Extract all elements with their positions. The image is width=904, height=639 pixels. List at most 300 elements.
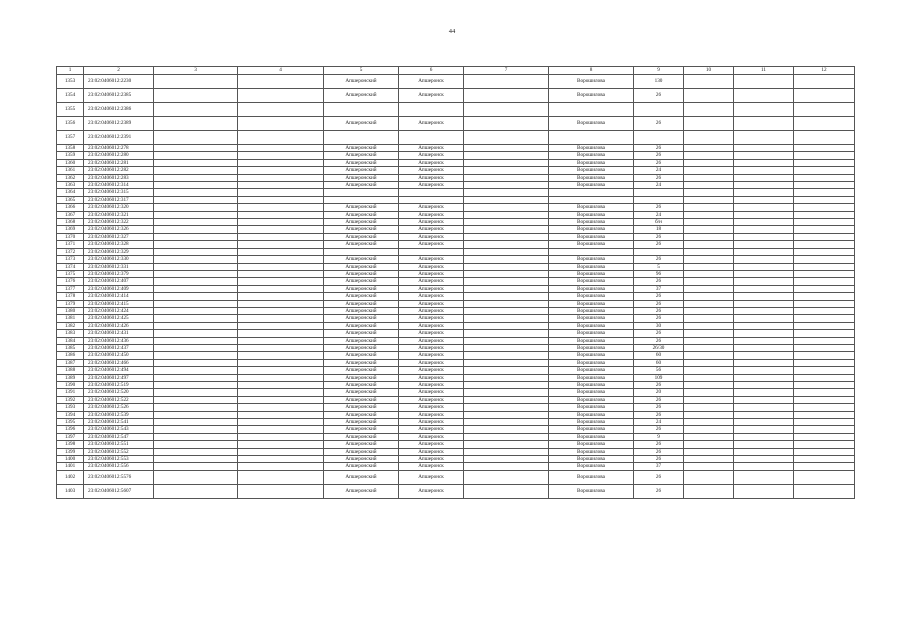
empty-cell: [464, 322, 549, 329]
table-row: [57, 233, 855, 240]
empty-cell: [684, 300, 734, 307]
table-row: [57, 382, 855, 389]
empty-cell: [154, 456, 238, 463]
empty-cell: [684, 278, 734, 285]
street-cell: Ворошилова: [549, 337, 634, 344]
empty-cell: [684, 484, 734, 498]
empty-cell: [154, 167, 238, 174]
empty-cell: [794, 204, 855, 211]
empty-cell: [794, 211, 855, 218]
empty-cell: [238, 344, 324, 351]
empty-cell: [238, 117, 324, 131]
cadastral-number-cell: 23:02:0406012:466: [84, 359, 154, 366]
empty-cell: [684, 263, 734, 270]
column-header: 1: [57, 67, 84, 75]
cadastral-number-cell: 23:02:0406012:321: [84, 211, 154, 218]
street-cell: Ворошилова: [549, 219, 634, 226]
table-row: [57, 159, 855, 166]
city-cell: [399, 131, 464, 145]
street-cell: Ворошилова: [549, 470, 634, 484]
empty-cell: [794, 359, 855, 366]
empty-cell: [154, 404, 238, 411]
empty-cell: [734, 382, 794, 389]
column-header: 10: [684, 67, 734, 75]
empty-cell: [464, 441, 549, 448]
empty-cell: [794, 389, 855, 396]
empty-cell: [464, 285, 549, 292]
empty-cell: [734, 278, 794, 285]
empty-cell: [238, 241, 324, 248]
empty-cell: [464, 367, 549, 374]
empty-cell: [794, 419, 855, 426]
empty-cell: [464, 189, 549, 196]
row-number-cell: 1363: [57, 182, 84, 189]
row-number-cell: 1381: [57, 315, 84, 322]
row-number-cell: 1397: [57, 433, 84, 440]
empty-cell: [734, 448, 794, 455]
street-cell: Ворошилова: [549, 411, 634, 418]
row-number-cell: 1375: [57, 270, 84, 277]
city-cell: Апшеронск: [399, 167, 464, 174]
empty-cell: [154, 293, 238, 300]
city-cell: Апшеронск: [399, 278, 464, 285]
empty-cell: [684, 189, 734, 196]
empty-cell: [794, 433, 855, 440]
empty-cell: [154, 426, 238, 433]
street-cell: Ворошилова: [549, 263, 634, 270]
empty-cell: [684, 322, 734, 329]
empty-cell: [794, 448, 855, 455]
empty-cell: [794, 322, 855, 329]
empty-cell: [684, 270, 734, 277]
empty-cell: [684, 167, 734, 174]
empty-cell: [154, 103, 238, 117]
empty-cell: [464, 337, 549, 344]
empty-cell: [794, 344, 855, 351]
empty-cell: [464, 219, 549, 226]
city-cell: Апшеронск: [399, 241, 464, 248]
empty-cell: [794, 174, 855, 181]
row-number-cell: 1400: [57, 456, 84, 463]
district-cell: Апшеронский: [324, 145, 399, 152]
empty-cell: [734, 470, 794, 484]
empty-cell: [734, 204, 794, 211]
city-cell: [399, 103, 464, 117]
house-number-cell: 26: [634, 307, 684, 314]
street-cell: Ворошилова: [549, 330, 634, 337]
empty-cell: [154, 330, 238, 337]
table-row: [57, 426, 855, 433]
empty-cell: [684, 89, 734, 103]
street-cell: [549, 131, 634, 145]
cadastral-number-cell: 23:02:0406012:431: [84, 330, 154, 337]
empty-cell: [684, 182, 734, 189]
empty-cell: [464, 382, 549, 389]
row-number-cell: 1360: [57, 159, 84, 166]
cadastral-number-cell: 23:02:0406012:425: [84, 315, 154, 322]
house-number-cell: 9: [634, 433, 684, 440]
district-cell: Апшеронский: [324, 75, 399, 89]
table-row: [57, 448, 855, 455]
table-row: [57, 226, 855, 233]
empty-cell: [734, 352, 794, 359]
empty-cell: [684, 256, 734, 263]
house-number-cell: 26: [634, 241, 684, 248]
city-cell: Апшеронск: [399, 470, 464, 484]
cadastral-number-cell: 23:02:0406012:280: [84, 152, 154, 159]
street-cell: Ворошилова: [549, 256, 634, 263]
street-cell: Ворошилова: [549, 233, 634, 240]
empty-cell: [464, 374, 549, 381]
district-cell: Апшеронский: [324, 233, 399, 240]
empty-cell: [464, 396, 549, 403]
table-row: [57, 211, 855, 218]
empty-cell: [154, 448, 238, 455]
table-row: [57, 174, 855, 181]
district-cell: [324, 103, 399, 117]
empty-cell: [734, 117, 794, 131]
cadastral-number-cell: 23:02:0406012:317: [84, 196, 154, 203]
table-row: [57, 404, 855, 411]
house-number-cell: 26: [634, 174, 684, 181]
district-cell: Апшеронский: [324, 352, 399, 359]
empty-cell: [154, 152, 238, 159]
table-row: [57, 285, 855, 292]
empty-cell: [794, 219, 855, 226]
empty-cell: [734, 337, 794, 344]
empty-cell: [734, 433, 794, 440]
row-number-cell: 1391: [57, 389, 84, 396]
house-number-cell: 26: [634, 456, 684, 463]
empty-cell: [238, 219, 324, 226]
row-number-cell: 1358: [57, 145, 84, 152]
column-header: 2: [84, 67, 154, 75]
empty-cell: [734, 189, 794, 196]
empty-cell: [238, 196, 324, 203]
empty-cell: [734, 322, 794, 329]
column-header: 7: [464, 67, 549, 75]
city-cell: Апшеронск: [399, 463, 464, 470]
district-cell: Апшеронский: [324, 456, 399, 463]
district-cell: Апшеронский: [324, 433, 399, 440]
empty-cell: [734, 226, 794, 233]
empty-cell: [238, 152, 324, 159]
row-number-cell: 1379: [57, 300, 84, 307]
table-row: [57, 248, 855, 255]
column-header: 8: [549, 67, 634, 75]
empty-cell: [794, 152, 855, 159]
district-cell: Апшеронский: [324, 211, 399, 218]
empty-cell: [464, 456, 549, 463]
empty-cell: [684, 196, 734, 203]
cadastral-number-cell: 23:02:0406012:551: [84, 441, 154, 448]
city-cell: Апшеронск: [399, 256, 464, 263]
empty-cell: [684, 226, 734, 233]
city-cell: Апшеронск: [399, 263, 464, 270]
empty-cell: [794, 117, 855, 131]
empty-cell: [794, 352, 855, 359]
house-number-cell: 26: [634, 233, 684, 240]
empty-cell: [464, 300, 549, 307]
house-number-cell: 5: [634, 263, 684, 270]
empty-cell: [464, 75, 549, 89]
street-cell: Ворошилова: [549, 426, 634, 433]
empty-cell: [734, 293, 794, 300]
district-cell: Апшеронский: [324, 300, 399, 307]
column-header: 4: [238, 67, 324, 75]
house-number-cell: 26: [634, 382, 684, 389]
empty-cell: [238, 131, 324, 145]
empty-cell: [734, 131, 794, 145]
empty-cell: [238, 359, 324, 366]
empty-cell: [154, 117, 238, 131]
district-cell: Апшеронский: [324, 285, 399, 292]
table-row: [57, 433, 855, 440]
district-cell: Апшеронский: [324, 411, 399, 418]
empty-cell: [794, 285, 855, 292]
empty-cell: [794, 89, 855, 103]
empty-cell: [684, 293, 734, 300]
empty-cell: [794, 337, 855, 344]
table-row: [57, 75, 855, 89]
table-row: [57, 463, 855, 470]
house-number-cell: 30: [634, 322, 684, 329]
table-row: [57, 89, 855, 103]
street-cell: Ворошилова: [549, 441, 634, 448]
street-cell: Ворошилова: [549, 344, 634, 351]
district-cell: Апшеронский: [324, 389, 399, 396]
table-row: [57, 359, 855, 366]
row-number-cell: 1369: [57, 226, 84, 233]
empty-cell: [154, 300, 238, 307]
row-number-cell: 1402: [57, 470, 84, 484]
street-cell: [549, 103, 634, 117]
empty-cell: [464, 359, 549, 366]
cadastral-number-cell: 23:02:0406012:539: [84, 411, 154, 418]
empty-cell: [734, 89, 794, 103]
city-cell: Апшеронск: [399, 204, 464, 211]
empty-cell: [154, 322, 238, 329]
empty-cell: [238, 470, 324, 484]
empty-cell: [684, 433, 734, 440]
row-number-cell: 1395: [57, 419, 84, 426]
district-cell: Апшеронский: [324, 174, 399, 181]
empty-cell: [464, 256, 549, 263]
empty-cell: [238, 167, 324, 174]
empty-cell: [154, 352, 238, 359]
empty-cell: [734, 359, 794, 366]
city-cell: Апшеронск: [399, 352, 464, 359]
street-cell: Ворошилова: [549, 204, 634, 211]
cadastral-number-cell: 23:02:0406012:282: [84, 167, 154, 174]
empty-cell: [238, 367, 324, 374]
street-cell: Ворошилова: [549, 300, 634, 307]
cadastral-number-cell: 23:02:0406012:436: [84, 337, 154, 344]
row-number-cell: 1383: [57, 330, 84, 337]
city-cell: Апшеронск: [399, 152, 464, 159]
street-cell: Ворошилова: [549, 211, 634, 218]
house-number-cell: [634, 131, 684, 145]
cadastral-number-cell: 23:02:0406012:314: [84, 182, 154, 189]
empty-cell: [684, 145, 734, 152]
empty-cell: [794, 248, 855, 255]
table-row: [57, 419, 855, 426]
district-cell: Апшеронский: [324, 330, 399, 337]
empty-cell: [464, 448, 549, 455]
cadastral-number-cell: 23:02:0406012:2391: [84, 131, 154, 145]
empty-cell: [464, 419, 549, 426]
district-cell: Апшеронский: [324, 315, 399, 322]
row-number-cell: 1394: [57, 411, 84, 418]
row-number-cell: 1393: [57, 404, 84, 411]
row-number-cell: 1373: [57, 256, 84, 263]
empty-cell: [238, 396, 324, 403]
street-cell: Ворошилова: [549, 241, 634, 248]
cadastral-number-cell: 23:02:0406012:522: [84, 396, 154, 403]
empty-cell: [794, 396, 855, 403]
header-row: [57, 67, 855, 75]
district-cell: Апшеронский: [324, 448, 399, 455]
cadastral-number-cell: 23:02:0406012:543: [84, 426, 154, 433]
empty-cell: [734, 263, 794, 270]
row-number-cell: 1386: [57, 352, 84, 359]
row-number-cell: 1399: [57, 448, 84, 455]
empty-cell: [464, 211, 549, 218]
register-table-body: [57, 67, 855, 499]
empty-cell: [238, 145, 324, 152]
table-row: [57, 352, 855, 359]
empty-cell: [154, 367, 238, 374]
empty-cell: [238, 330, 324, 337]
house-number-cell: 26: [634, 89, 684, 103]
house-number-cell: 109: [634, 374, 684, 381]
house-number-cell: 26: [634, 204, 684, 211]
empty-cell: [238, 204, 324, 211]
house-number-cell: 37: [634, 463, 684, 470]
city-cell: [399, 248, 464, 255]
street-cell: [549, 196, 634, 203]
row-number-cell: 1354: [57, 89, 84, 103]
row-number-cell: 1377: [57, 285, 84, 292]
table-row: [57, 470, 855, 484]
table-row: [57, 322, 855, 329]
empty-cell: [464, 204, 549, 211]
empty-cell: [238, 352, 324, 359]
house-number-cell: 26: [634, 278, 684, 285]
cadastral-number-cell: 23:02:0406012:330: [84, 256, 154, 263]
empty-cell: [734, 241, 794, 248]
empty-cell: [794, 374, 855, 381]
district-cell: Апшеронский: [324, 484, 399, 498]
row-number-cell: 1374: [57, 263, 84, 270]
empty-cell: [238, 233, 324, 240]
empty-cell: [794, 256, 855, 263]
table-row: [57, 344, 855, 351]
city-cell: Апшеронск: [399, 456, 464, 463]
empty-cell: [794, 330, 855, 337]
city-cell: Апшеронск: [399, 315, 464, 322]
cadastral-number-cell: 23:02:0406012:2389: [84, 117, 154, 131]
empty-cell: [794, 182, 855, 189]
empty-cell: [238, 226, 324, 233]
empty-cell: [238, 463, 324, 470]
empty-cell: [684, 367, 734, 374]
street-cell: Ворошилова: [549, 396, 634, 403]
row-number-cell: 1364: [57, 189, 84, 196]
empty-cell: [154, 219, 238, 226]
row-number-cell: 1362: [57, 174, 84, 181]
empty-cell: [238, 270, 324, 277]
cadastral-number-cell: 23:02:0406012:519: [84, 382, 154, 389]
empty-cell: [794, 270, 855, 277]
table-row: [57, 389, 855, 396]
city-cell: Апшеронск: [399, 75, 464, 89]
table-row: [57, 300, 855, 307]
house-number-cell: [634, 103, 684, 117]
city-cell: Апшеронск: [399, 374, 464, 381]
empty-cell: [238, 211, 324, 218]
cadastral-number-cell: 23:02:0406012:5607: [84, 484, 154, 498]
cadastral-number-cell: 23:02:0406012:379: [84, 270, 154, 277]
cadastral-number-cell: 23:02:0406012:315: [84, 189, 154, 196]
district-cell: Апшеронский: [324, 152, 399, 159]
row-number-cell: 1371: [57, 241, 84, 248]
empty-cell: [154, 470, 238, 484]
empty-cell: [464, 426, 549, 433]
empty-cell: [734, 211, 794, 218]
table-row: [57, 196, 855, 203]
district-cell: Апшеронский: [324, 270, 399, 277]
empty-cell: [794, 470, 855, 484]
cadastral-number-cell: 23:02:0406012:2386: [84, 103, 154, 117]
empty-cell: [154, 204, 238, 211]
district-cell: Апшеронский: [324, 117, 399, 131]
empty-cell: [684, 204, 734, 211]
cadastral-number-cell: 23:02:0406012:553: [84, 456, 154, 463]
street-cell: Ворошилова: [549, 367, 634, 374]
row-number-cell: 1392: [57, 396, 84, 403]
empty-cell: [734, 374, 794, 381]
city-cell: Апшеронск: [399, 226, 464, 233]
empty-cell: [154, 484, 238, 498]
empty-cell: [154, 248, 238, 255]
empty-cell: [794, 226, 855, 233]
empty-cell: [684, 152, 734, 159]
column-header: 9: [634, 67, 684, 75]
house-number-cell: 24: [634, 419, 684, 426]
empty-cell: [154, 145, 238, 152]
land-register-table: [56, 66, 855, 499]
empty-cell: [238, 307, 324, 314]
city-cell: Апшеронск: [399, 89, 464, 103]
city-cell: Апшеронск: [399, 270, 464, 277]
empty-cell: [794, 131, 855, 145]
empty-cell: [684, 441, 734, 448]
empty-cell: [794, 75, 855, 89]
empty-cell: [734, 103, 794, 117]
empty-cell: [464, 293, 549, 300]
cadastral-number-cell: 23:02:0406012:327: [84, 233, 154, 240]
cadastral-number-cell: 23:02:0406012:329: [84, 248, 154, 255]
empty-cell: [238, 174, 324, 181]
cadastral-number-cell: 23:02:0406012:552: [84, 448, 154, 455]
house-number-cell: 26: [634, 337, 684, 344]
row-number-cell: 1365: [57, 196, 84, 203]
table-row: [57, 411, 855, 418]
empty-cell: [154, 433, 238, 440]
empty-cell: [734, 367, 794, 374]
empty-cell: [734, 484, 794, 498]
